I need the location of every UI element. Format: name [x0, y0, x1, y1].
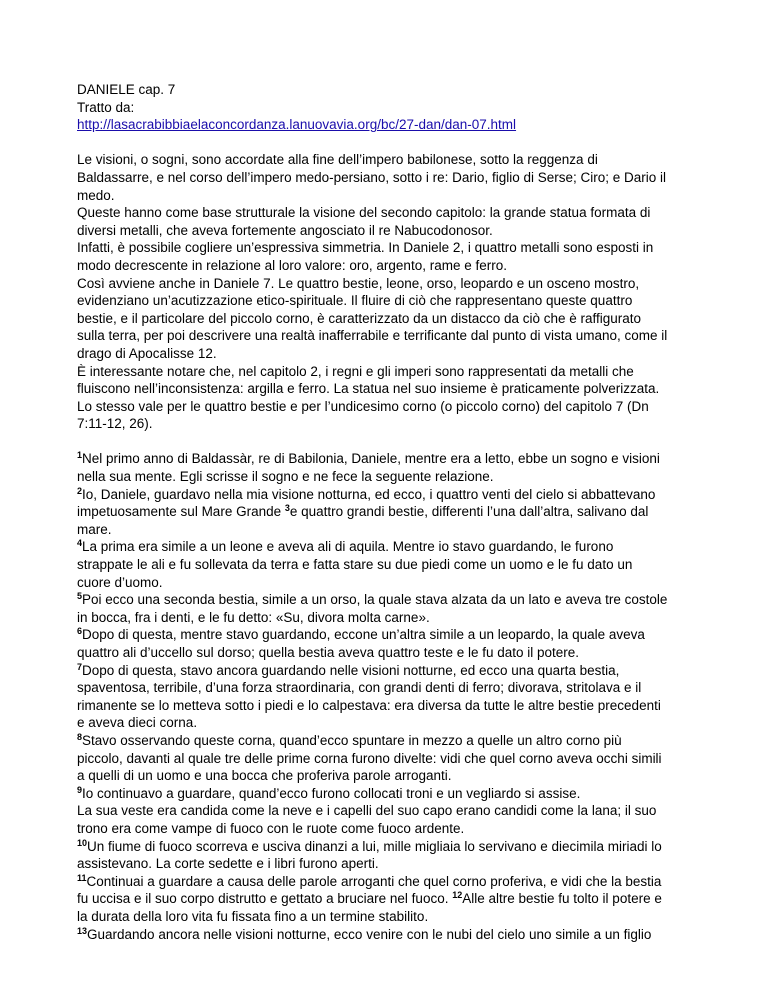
verse-line: nella sua mente. Egli scrisse il sogno e ne fece la seguente relazione.	[77, 469, 494, 485]
verse-number: 7	[77, 661, 83, 672]
intro-line: modo decrescente in relazione al loro valore: oro, argento, rame e ferro.	[77, 257, 507, 273]
verse-line: La sua veste era candida come la neve e i capelli del suo capo erano candidi come la lana; il suo	[77, 803, 657, 819]
verse-number: 4	[77, 538, 83, 549]
verse-line	[77, 591, 727, 609]
verse-text: fu uccisa e il suo corpo distrutto e gettato a bruciare nel fuoco.	[77, 891, 453, 907]
verse-text: Continuai a guardare a causa delle parole arroganti che quel corno proferiva, e vidi che la bestia	[86, 873, 662, 889]
verse-line: strappate le ali e fu sollevata da terra e fatta stare su due piedi come un uomo e le fu dato un	[77, 557, 633, 573]
verse-number: 3	[284, 503, 290, 514]
intro-line: È interessante notare che, nel capitolo 2, i regni e gli imperi sono rappresentati da metalli che	[77, 363, 634, 379]
intro-line: drago di Apocalisse 12.	[77, 345, 217, 361]
document-title: DANIELE cap. 7	[77, 82, 176, 97]
verse-line	[77, 890, 727, 908]
verse-line: la durata della loro vita fu fissata fino a un termine stabilito.	[77, 908, 429, 924]
verse-line: quattro ali d’uccello sul dorso; quella bestia aveva quattro teste e le fu dato il potere.	[77, 645, 580, 660]
verse-text: e quattro grandi bestie, differenti l’una dall’altra, salivano dal	[289, 504, 649, 520]
verse-number: 6	[77, 626, 83, 637]
verse-line: cuore d’uomo.	[77, 574, 163, 590]
verse-line: rimanente se lo metteva sotto i piedi e lo calpestava: era diversa da tutte le altre bestie precedenti	[77, 697, 661, 713]
verse-line: a quelli di un uomo e una bocca che proferiva parole arroganti.	[77, 768, 452, 784]
source-label: Tratto da:	[77, 99, 135, 115]
spacer	[77, 433, 727, 451]
verse-line	[77, 785, 727, 803]
verse-number: 10	[77, 837, 88, 848]
verse-line	[77, 926, 727, 944]
verse-text: Poi ecco una seconda bestia, simile a un orso, la quale stava alzata da un lato e aveva tre costole	[82, 592, 668, 608]
intro-line: fluiscono nell’inconsistenza: argilla e ferro. La statua nel suo insieme è praticamente polverizzata.	[77, 381, 660, 397]
intro-line: Baldassarre, e nel corso dell’impero medo-persiano, sotto i re: Dario, figlio di Serse; Ciro; e Dario il	[77, 169, 667, 185]
verse-text: Io, Daniele, guardavo nella mia visione notturna, ed ecco, i quattro venti del cielo si abbattevano	[82, 486, 656, 502]
verse-line	[77, 486, 727, 504]
intro-line: sulla terra, per poi descrivere una realtà inafferrabile e terrificante dal punto di vista umano, come il	[77, 328, 668, 344]
verse-line	[77, 450, 727, 468]
verse-text: La prima era simile a un leone e aveva ali di aquila. Mentre io stavo guardando, le furono	[82, 539, 614, 555]
source-line	[77, 116, 727, 134]
verse-line	[77, 732, 727, 750]
verse-text: Stavo osservando queste corna, quand’ecco spuntare in mezzo a quelle un altro corno più	[82, 732, 622, 748]
verse-text: Dopo di questa, stavo ancora guardando nelle visioni notturne, ed ecco una quarta bestia,	[82, 662, 620, 678]
verse-line: in bocca, fra i denti, e le fu detto: «Su, divora molta carne».	[77, 609, 430, 625]
intro-line: bestie, e il particolare del piccolo corno, è caratterizzato da un distacco da ciò che è raffigurato	[77, 310, 642, 326]
intro-line: 7:11-12, 26).	[77, 416, 153, 432]
verse-text: Guardando ancora nelle visioni notturne, ecco venire con le nubi del cielo uno simile a un figlio	[87, 926, 652, 942]
verse-number: 13	[77, 925, 88, 936]
intro-line: Così avviene anche in Daniele 7. Le quattro bestie, leone, orso, leopardo e un osceno mostro,	[77, 275, 640, 291]
spacer	[77, 134, 727, 152]
source-link[interactable]: http://lasacrabibbiaelaconcordanza.lanuovavia.org/bc/27-dan/dan-07.html	[77, 117, 517, 133]
verse-number: 5	[77, 591, 83, 602]
document-page	[77, 81, 727, 943]
intro-line: Infatti, è possibile cogliere un’espressiva simmetria. In Daniele 2, i quattro metalli sono esposti in	[77, 240, 654, 256]
verse-number: 11	[77, 872, 87, 883]
verse-line: e aveva dieci corna.	[77, 715, 198, 731]
verse-number: 1	[77, 450, 83, 461]
intro-line: medo.	[77, 187, 115, 203]
verse-text: impetuosamente sul Mare Grande	[77, 504, 285, 520]
verse-text: Dopo di questa, mentre stavo guardando, eccone un’altra simile a un leopardo, la quale aveva	[82, 627, 645, 643]
intro-line: Queste hanno come base strutturale la visione del secondo capitolo: la grande statua formata di	[77, 205, 651, 221]
verse-text: Un fiume di fuoco scorreva e usciva dinanzi a lui, mille migliaia lo servivano e diecimila miriadi lo	[87, 838, 662, 854]
verse-line	[77, 503, 727, 521]
verse-line: mare.	[77, 521, 112, 537]
verse-line	[77, 538, 727, 556]
intro-line: Le visioni, o sogni, sono accordate alla fine dell’impero babilonese, sotto la reggenza di	[77, 152, 598, 168]
verse-line: spaventosa, terribile, d’una forza straordinaria, con grandi denti di ferro; divorava, stritolava e il	[77, 680, 642, 696]
verse-line	[77, 838, 727, 856]
intro-line: evidenziano un’acutizzazione etico-spirituale. Il fluire di ciò che rappresentano queste quattro	[77, 293, 633, 309]
intro-line: Lo stesso vale per le quattro bestie e per l’undicesimo corno (o piccolo corno) del capitolo 7 (Dn	[77, 398, 649, 414]
verse-number: 12	[452, 890, 463, 901]
verse-line	[77, 873, 727, 891]
verse-text: Io continuavo a guardare, quand’ecco furono collocati troni e un vegliardo si assise.	[82, 785, 581, 801]
verse-line: piccolo, davanti al quale tre delle prime corna furono divelte: vidi che quel corno aveva occhi simili	[77, 750, 662, 766]
verse-text: Alle altre bestie fu tolto il potere e	[462, 891, 662, 907]
verse-text: Nel primo anno di Baldassàr, re di Babilonia, Daniele, mentre era a letto, ebbe un sogno e visioni	[82, 451, 660, 467]
verse-line: trono era come vampe di fuoco con le ruote come fuoco ardente.	[77, 820, 465, 836]
intro-line: diversi metalli, che aveva fortemente angosciato il re Nabucodonosor.	[77, 222, 493, 238]
verse-number: 9	[77, 784, 83, 795]
verse-line: assistevano. La corte sedette e i libri furono aperti.	[77, 856, 379, 872]
verse-line	[77, 662, 727, 680]
verse-number: 2	[77, 485, 83, 496]
verse-number: 8	[77, 731, 83, 742]
verse-line	[77, 626, 727, 644]
